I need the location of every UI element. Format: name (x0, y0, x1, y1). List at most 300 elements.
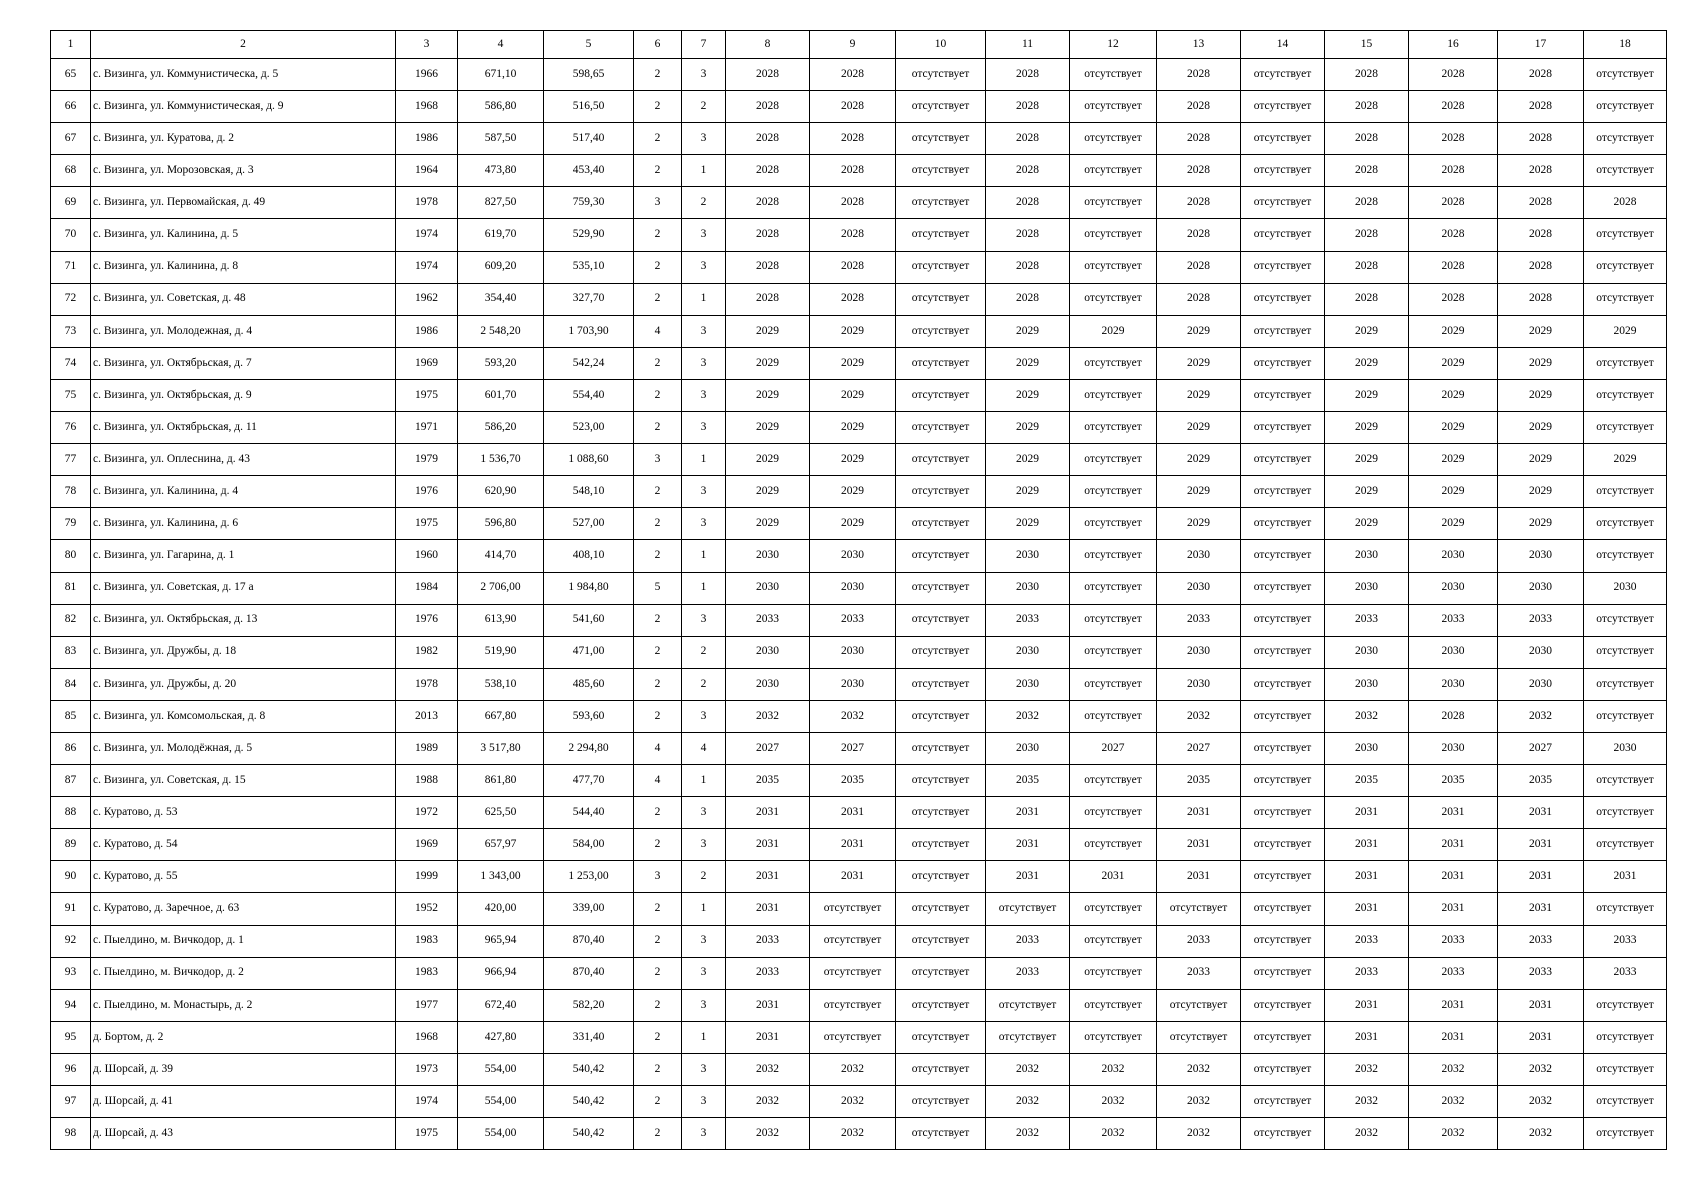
table-cell: отсутствует (1584, 604, 1667, 636)
table-cell: 2028 (810, 59, 896, 91)
table-row (51, 989, 1667, 1021)
table-cell: 2031 (1325, 861, 1409, 893)
table-cell: отсутствует (1584, 1053, 1667, 1085)
table-cell: 2031 (986, 797, 1070, 829)
table-cell: 2030 (986, 636, 1070, 668)
row-number-cell: 78 (51, 476, 91, 508)
table-cell: 2027 (726, 732, 810, 764)
table-row (51, 251, 1667, 283)
table-cell: 2 (634, 59, 682, 91)
table-cell: 517,40 (544, 123, 634, 155)
table-body (51, 59, 1667, 1150)
table-cell: 2 (634, 957, 682, 989)
table-cell: 1968 (396, 91, 458, 123)
column-header-18: 18 (1584, 31, 1667, 59)
table-cell: 2 (634, 412, 682, 444)
table-cell: 427,80 (458, 1021, 544, 1053)
table-cell: 1976 (396, 604, 458, 636)
table-cell: 2032 (810, 1086, 896, 1118)
table-cell: 2031 (1325, 797, 1409, 829)
table-cell: 827,50 (458, 187, 544, 219)
table-cell: 1 (682, 1021, 726, 1053)
row-number-cell: 98 (51, 1118, 91, 1150)
table-cell: 2031 (1325, 989, 1409, 1021)
table-cell: 544,40 (544, 797, 634, 829)
row-number-cell: 75 (51, 379, 91, 411)
address-cell: с. Визинга, ул. Дружбы, д. 18 (91, 636, 396, 668)
table-cell: 2029 (986, 412, 1070, 444)
table-cell: 2028 (1325, 155, 1409, 187)
table-cell: 2031 (1409, 861, 1498, 893)
table-row (51, 155, 1667, 187)
table-cell: 2031 (1070, 861, 1157, 893)
table-cell: 523,00 (544, 412, 634, 444)
table-cell: отсутствует (1070, 797, 1157, 829)
table-cell: 2035 (810, 765, 896, 797)
column-header-2: 2 (91, 31, 396, 59)
table-cell: отсутствует (1241, 91, 1325, 123)
table-cell: отсутствует (1241, 925, 1325, 957)
address-cell: с. Визинга, ул. Оплеснина, д. 43 (91, 444, 396, 476)
table-cell: 2033 (1157, 925, 1241, 957)
table-cell: 3 (682, 315, 726, 347)
table-cell: 554,40 (544, 379, 634, 411)
table-cell: 2028 (726, 91, 810, 123)
table-cell: отсутствует (1584, 283, 1667, 315)
table-cell: 2028 (1498, 155, 1584, 187)
table-cell: 2 (634, 1021, 682, 1053)
table-cell: отсутствует (1241, 476, 1325, 508)
table-cell: 2032 (810, 1118, 896, 1150)
table-cell: 2029 (726, 508, 810, 540)
column-header-11: 11 (986, 31, 1070, 59)
table-cell: 2 (634, 797, 682, 829)
table-cell: 2030 (1498, 540, 1584, 572)
table-cell: 2030 (1325, 636, 1409, 668)
table-cell: 2028 (1409, 59, 1498, 91)
table-cell: 620,90 (458, 476, 544, 508)
table-cell: 2033 (726, 604, 810, 636)
housing-repair-table (50, 30, 1667, 1150)
table-cell: 2032 (1325, 700, 1409, 732)
table-cell: 2029 (726, 476, 810, 508)
table-cell: отсутствует (1241, 893, 1325, 925)
table-cell: 2028 (810, 123, 896, 155)
table-cell: 2035 (1325, 765, 1409, 797)
table-cell: 2031 (726, 1021, 810, 1053)
table-cell: 2 706,00 (458, 572, 544, 604)
table-cell: отсутствует (896, 765, 986, 797)
table-cell: 3 (682, 797, 726, 829)
address-cell: с. Визинга, ул. Морозовская, д. 3 (91, 155, 396, 187)
row-number-cell: 69 (51, 187, 91, 219)
table-cell: отсутствует (896, 155, 986, 187)
table-cell: 2033 (986, 957, 1070, 989)
table-cell: 2029 (810, 444, 896, 476)
table-cell: отсутствует (1241, 604, 1325, 636)
table-row (51, 59, 1667, 91)
table-cell: 1983 (396, 925, 458, 957)
row-number-cell: 65 (51, 59, 91, 91)
address-cell: с. Визинга, ул. Молодёжная, д. 5 (91, 732, 396, 764)
table-cell: 2030 (1325, 572, 1409, 604)
table-cell: 2 (634, 123, 682, 155)
table-row (51, 315, 1667, 347)
table-cell: отсутствует (1241, 155, 1325, 187)
table-cell: отсутствует (810, 957, 896, 989)
table-cell: 453,40 (544, 155, 634, 187)
table-cell: 2035 (1157, 765, 1241, 797)
table-cell: 2029 (1498, 476, 1584, 508)
table-cell: 2 (634, 1086, 682, 1118)
table-cell: отсутствует (986, 989, 1070, 1021)
table-cell: 3 (682, 925, 726, 957)
row-number-cell: 90 (51, 861, 91, 893)
table-cell: 2 (634, 508, 682, 540)
table-row (51, 861, 1667, 893)
table-cell: 1984 (396, 572, 458, 604)
table-cell: 2032 (1157, 1086, 1241, 1118)
table-row (51, 187, 1667, 219)
table-cell: 1974 (396, 1086, 458, 1118)
table-cell: 2028 (1325, 283, 1409, 315)
table-cell: отсутствует (1241, 379, 1325, 411)
row-number-cell: 84 (51, 668, 91, 700)
table-cell: 5 (634, 572, 682, 604)
table-cell: 2 (634, 604, 682, 636)
table-cell: 2031 (986, 861, 1070, 893)
table-cell: отсутствует (1070, 476, 1157, 508)
table-cell: 2 (634, 91, 682, 123)
table-cell: 2028 (810, 91, 896, 123)
row-number-cell: 74 (51, 347, 91, 379)
table-cell: 2029 (810, 379, 896, 411)
table-cell: 1979 (396, 444, 458, 476)
table-cell: 2029 (1325, 412, 1409, 444)
table-row (51, 1118, 1667, 1150)
table-cell: 2030 (986, 732, 1070, 764)
table-cell: отсутствует (1241, 187, 1325, 219)
address-cell: с. Визинга, ул. Советская, д. 17 а (91, 572, 396, 604)
table-cell: 2032 (1409, 1118, 1498, 1150)
table-cell: 2 (634, 989, 682, 1021)
table-cell: 2029 (1157, 315, 1241, 347)
table-cell: 2 (634, 251, 682, 283)
table-cell: 2028 (1409, 283, 1498, 315)
table-cell: 554,00 (458, 1086, 544, 1118)
table-cell: 2028 (726, 283, 810, 315)
table-cell: отсутствует (1241, 668, 1325, 700)
table-cell: отсутствует (896, 668, 986, 700)
table-cell: отсутствует (896, 347, 986, 379)
row-number-cell: 82 (51, 604, 91, 636)
table-cell: 2028 (986, 91, 1070, 123)
table-cell: отсутствует (1241, 283, 1325, 315)
table-cell: 2029 (1584, 315, 1667, 347)
table-cell: 2029 (1498, 412, 1584, 444)
table-cell: отсутствует (1070, 412, 1157, 444)
table-cell: 2031 (1498, 829, 1584, 861)
address-cell: с. Куратово, д. Заречное, д. 63 (91, 893, 396, 925)
table-cell: 1986 (396, 315, 458, 347)
table-cell: 3 (682, 1118, 726, 1150)
table-row (51, 219, 1667, 251)
table-cell: отсутствует (1157, 989, 1241, 1021)
column-header-10: 10 (896, 31, 986, 59)
table-cell: 3 (682, 957, 726, 989)
column-header-15: 15 (1325, 31, 1409, 59)
address-cell: с. Куратово, д. 54 (91, 829, 396, 861)
table-cell: 2028 (810, 283, 896, 315)
table-cell: отсутствует (896, 59, 986, 91)
table-cell: 2029 (726, 379, 810, 411)
table-cell: 2032 (810, 1053, 896, 1085)
table-cell: 1 536,70 (458, 444, 544, 476)
table-cell: отсутствует (896, 893, 986, 925)
table-cell: 2032 (1325, 1086, 1409, 1118)
table-cell: 538,10 (458, 668, 544, 700)
table-cell: отсутствует (1241, 219, 1325, 251)
table-cell: 2032 (1409, 1086, 1498, 1118)
table-cell: 485,60 (544, 668, 634, 700)
table-cell: отсутствует (896, 1021, 986, 1053)
table-cell: 2 (634, 1118, 682, 1150)
table-cell: отсутствует (1070, 1021, 1157, 1053)
row-number-cell: 73 (51, 315, 91, 347)
table-cell: 1 (682, 283, 726, 315)
table-cell: 2031 (1409, 829, 1498, 861)
table-cell: 2029 (1157, 379, 1241, 411)
table-cell: отсутствует (1241, 1118, 1325, 1150)
table-cell: отсутствует (1584, 155, 1667, 187)
table-cell: 2031 (1584, 861, 1667, 893)
column-header-7: 7 (682, 31, 726, 59)
table-cell: 2028 (1325, 91, 1409, 123)
table-cell: 2031 (1325, 1021, 1409, 1053)
table-cell: 3 (682, 604, 726, 636)
table-cell: 2033 (1409, 604, 1498, 636)
table-cell: 1988 (396, 765, 458, 797)
row-number-cell: 77 (51, 444, 91, 476)
table-cell: 473,80 (458, 155, 544, 187)
table-cell: 2031 (1409, 893, 1498, 925)
table-row (51, 829, 1667, 861)
table-row (51, 123, 1667, 155)
table-cell: отсутствует (1241, 540, 1325, 572)
table-cell: 2028 (1157, 187, 1241, 219)
table-cell: отсутствует (1584, 251, 1667, 283)
table-cell: 2029 (1157, 508, 1241, 540)
table-cell: отсутствует (1070, 251, 1157, 283)
table-cell: 420,00 (458, 893, 544, 925)
table-cell: 2030 (810, 636, 896, 668)
table-cell: 2032 (1498, 1086, 1584, 1118)
table-cell: отсутствует (1070, 829, 1157, 861)
table-cell: 1976 (396, 476, 458, 508)
table-cell: 2028 (810, 219, 896, 251)
table-cell: 2029 (1498, 315, 1584, 347)
table-cell: 2030 (1409, 668, 1498, 700)
row-number-cell: 96 (51, 1053, 91, 1085)
table-cell: отсутствует (1241, 572, 1325, 604)
table-cell: отсутствует (1070, 444, 1157, 476)
table-cell: 2029 (986, 315, 1070, 347)
table-cell: отсутствует (1584, 540, 1667, 572)
table-cell: отсутствует (810, 925, 896, 957)
table-cell: 1975 (396, 508, 458, 540)
table-cell: отсутствует (896, 1118, 986, 1150)
table-cell: отсутствует (1070, 379, 1157, 411)
address-cell: с. Визинга, ул. Коммунистическа, д. 5 (91, 59, 396, 91)
table-cell: 2028 (1409, 219, 1498, 251)
table-cell: 2032 (1325, 1118, 1409, 1150)
table-cell: отсутствует (1070, 91, 1157, 123)
table-cell: 1977 (396, 989, 458, 1021)
table-cell: 2028 (1498, 219, 1584, 251)
column-header-3: 3 (396, 31, 458, 59)
table-row (51, 476, 1667, 508)
table-cell: 3 (682, 123, 726, 155)
table-cell: отсутствует (1070, 700, 1157, 732)
table-row (51, 444, 1667, 476)
table-cell: 339,00 (544, 893, 634, 925)
table-cell: 2033 (1498, 925, 1584, 957)
table-cell: отсутствует (1070, 572, 1157, 604)
table-cell: 2030 (1325, 732, 1409, 764)
table-cell: отсутствует (1070, 123, 1157, 155)
table-cell: 1 343,00 (458, 861, 544, 893)
table-cell: 2032 (1409, 1053, 1498, 1085)
table-cell: 2029 (1409, 508, 1498, 540)
row-number-cell: 68 (51, 155, 91, 187)
column-header-6: 6 (634, 31, 682, 59)
table-cell: отсутствует (1070, 59, 1157, 91)
table-cell: 2029 (1498, 347, 1584, 379)
table-cell: отсутствует (1241, 508, 1325, 540)
table-cell: 535,10 (544, 251, 634, 283)
table-cell: 1968 (396, 1021, 458, 1053)
table-cell: 331,40 (544, 1021, 634, 1053)
table-cell: отсутствует (1070, 604, 1157, 636)
table-row (51, 412, 1667, 444)
table-cell: отсутствует (1070, 283, 1157, 315)
table-cell: 2031 (986, 829, 1070, 861)
table-cell: 2032 (1157, 1118, 1241, 1150)
table-cell: 2028 (1498, 187, 1584, 219)
table-cell: 1975 (396, 1118, 458, 1150)
table-cell: 2029 (1070, 315, 1157, 347)
table-cell: 2028 (1325, 187, 1409, 219)
address-cell: с. Пыелдино, м. Монастырь, д. 2 (91, 989, 396, 1021)
table-cell: 2028 (726, 251, 810, 283)
row-number-cell: 81 (51, 572, 91, 604)
table-cell: 2028 (986, 59, 1070, 91)
table-cell: 2027 (810, 732, 896, 764)
address-cell: с. Визинга, ул. Гагарина, д. 1 (91, 540, 396, 572)
table-cell: 1 (682, 765, 726, 797)
table-cell: 2030 (1498, 636, 1584, 668)
table-row (51, 732, 1667, 764)
table-cell: 596,80 (458, 508, 544, 540)
table-cell: 2 294,80 (544, 732, 634, 764)
table-cell: 2028 (1498, 91, 1584, 123)
table-cell: 2028 (986, 251, 1070, 283)
table-row (51, 379, 1667, 411)
table-cell: 2028 (1157, 283, 1241, 315)
address-cell: д. Шорсай, д. 43 (91, 1118, 396, 1150)
table-cell: 2 548,20 (458, 315, 544, 347)
table-row (51, 283, 1667, 315)
column-header-12: 12 (1070, 31, 1157, 59)
table-cell: 2028 (1409, 700, 1498, 732)
table-cell: 2029 (1325, 444, 1409, 476)
table-cell: 2028 (1325, 123, 1409, 155)
table-cell: отсутствует (896, 861, 986, 893)
table-cell: 2033 (810, 604, 896, 636)
table-cell: отсутствует (896, 379, 986, 411)
table-cell: 2028 (1409, 251, 1498, 283)
table-row (51, 572, 1667, 604)
table-cell: 609,20 (458, 251, 544, 283)
row-number-cell: 83 (51, 636, 91, 668)
table-cell: 3 (682, 508, 726, 540)
table-cell: 870,40 (544, 925, 634, 957)
table-cell: 2 (634, 668, 682, 700)
table-cell: 3 (634, 187, 682, 219)
table-cell: 2030 (726, 572, 810, 604)
table-cell: 2029 (810, 508, 896, 540)
table-cell: 516,50 (544, 91, 634, 123)
table-cell: 1973 (396, 1053, 458, 1085)
table-cell: 593,60 (544, 700, 634, 732)
address-cell: с. Визинга, ул. Калинина, д. 6 (91, 508, 396, 540)
table-cell: 2029 (1325, 476, 1409, 508)
table-cell: 1964 (396, 155, 458, 187)
row-number-cell: 67 (51, 123, 91, 155)
table-cell: 1983 (396, 957, 458, 989)
table-cell: 2029 (1584, 444, 1667, 476)
table-cell: 2032 (1157, 700, 1241, 732)
row-number-cell: 79 (51, 508, 91, 540)
table-cell: 1 (682, 155, 726, 187)
table-cell: 2031 (1498, 1021, 1584, 1053)
table-cell: 1989 (396, 732, 458, 764)
table-cell: 2030 (1409, 636, 1498, 668)
table-cell: 2 (634, 636, 682, 668)
table-cell: 2 (634, 1053, 682, 1085)
table-cell: 2030 (1409, 732, 1498, 764)
table-cell: 2030 (1157, 668, 1241, 700)
table-cell: 2030 (1157, 572, 1241, 604)
table-cell: 529,90 (544, 219, 634, 251)
table-cell: отсутствует (1584, 347, 1667, 379)
table-cell: 2033 (1325, 604, 1409, 636)
table-cell: 2028 (1157, 219, 1241, 251)
address-cell: с. Куратово, д. 55 (91, 861, 396, 893)
table-cell: 540,42 (544, 1118, 634, 1150)
table-cell: 2028 (1498, 59, 1584, 91)
table-cell: 2029 (1409, 476, 1498, 508)
table-cell: отсутствует (896, 91, 986, 123)
table-cell: 1978 (396, 668, 458, 700)
row-number-cell: 80 (51, 540, 91, 572)
row-number-cell: 86 (51, 732, 91, 764)
address-cell: с. Визинга, ул. Дружбы, д. 20 (91, 668, 396, 700)
table-cell: 1969 (396, 347, 458, 379)
table-cell: 4 (634, 732, 682, 764)
table-cell: 2 (682, 91, 726, 123)
table-cell: 2028 (1157, 123, 1241, 155)
